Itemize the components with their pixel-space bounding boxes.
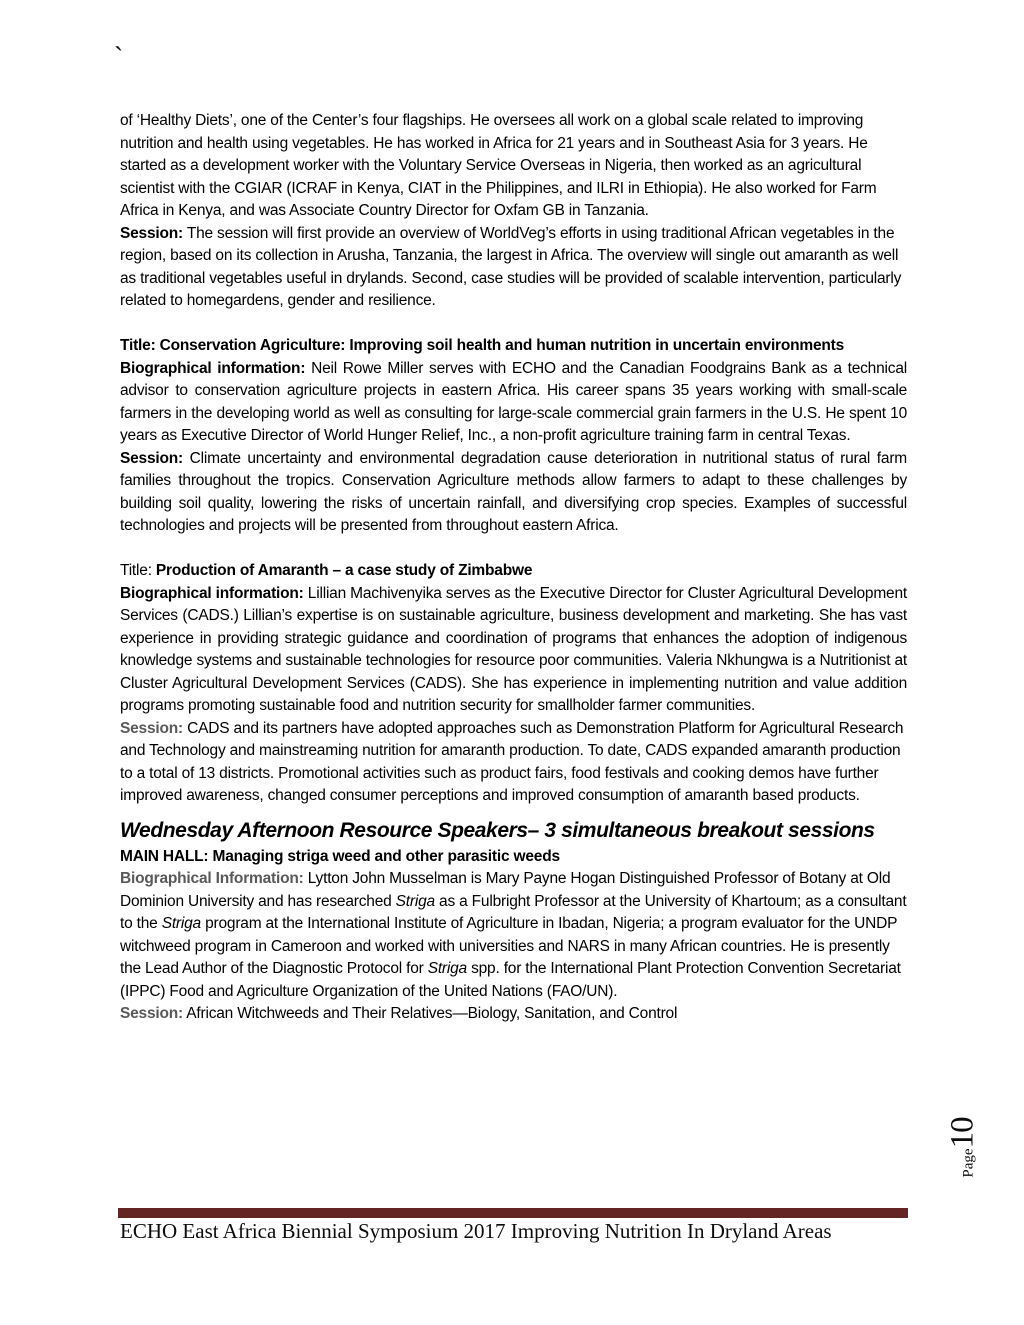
text-run: of ‘Healthy Diets’, one of the Center’s four flagships. He oversees all work on a global scale related to improving nutrition and health using vegetables. He has worked in Africa for 21 years and in Southeast Asia for 3 years. He started as a development worker with the Voluntary Service Overseas in Nigeria, then worked as an agricultural scientist with the CGIAR (ICRAF in Kenya, CIAT in the Philippines, and ILRI in Ethiopia). He also worked for Farm Africa in Kenya, and was Associate Country Director for Oxfam GB in Tanzania. [120, 112, 877, 219]
text-run: Striga [427, 960, 467, 977]
footer-title: ECHO East Africa Biennial Symposium 2017 Improving Nutrition In Dryland Areas [120, 1219, 832, 1243]
paragraph-neil-rowe-miller-bio [120, 358, 907, 448]
text-run: MAIN HALL: Managing striga weed and other parasitic weeds [120, 847, 560, 865]
text-run: Neil Rowe Miller serves with ECHO and the Canadian Foodgrains Bank as a technical advisor to conservation agriculture projects in eastern Africa. His career spans 35 years working with small-scale farmers in the developing world as well as consulting for large-scale commercial grain farmers in the U.S. He spent 10 years as Executive Director of World Hunger Relief, Inc., a non-profit agriculture training farm in central Texas. [120, 359, 907, 444]
blank-line [120, 313, 907, 336]
page-number-rotated [944, 1117, 981, 1177]
text-run: Lillian Machivenyika serves as the Executive Director for Cluster Agricultural Development Services (CADS.) Lillian’s expertise is on sustainable agriculture, business development and marketing. She has vast experience in providing strategic guidance and coordination of programs that enhances the adoption of indigenous knowledge systems and sustainable technologies for resource poor communities. Valeria Nkhungwa is a Nutritionist at Cluster Agricultural Development Services (CADS). She has experience in implementing nutrition and value addition programs promoting sustainable food and nutrition security for smallholder farmer communities. [120, 584, 908, 714]
text-run: as a Fulbright Professor at the University of Khartoum; as a consultant to the [120, 892, 907, 932]
text-run: Biographical Information: [120, 870, 304, 887]
paragraph-conservation-agriculture-title [120, 335, 907, 358]
footer-divider-bar [118, 1208, 908, 1218]
text-run: Session: [120, 449, 184, 467]
text-run: program at the International Institute of Agriculture in Ibadan, Nigeria; a program evaluator for the UNDP witchweed program in Cameroon and worked with universities and NARS in many African countries. He is presently the Lead Author of the Diagnostic Protocol for [120, 915, 897, 977]
page-number-prefix: Page [960, 1148, 977, 1178]
text-run: Striga [395, 892, 435, 910]
page-number [928, 1085, 998, 1210]
paragraph-witchweeds-session [120, 1003, 907, 1026]
page-number-value: 10 [944, 1117, 981, 1149]
paragraph-worldveg-session [120, 223, 907, 313]
document-body [120, 110, 907, 1026]
paragraph-lytton-musselman-bio [120, 868, 907, 1003]
text-run: Title: [120, 562, 156, 579]
text-run: African Witchweeds and Their Relatives—Biology, Sanitation, and Control [183, 1005, 678, 1022]
text-run: Title: Conservation Agriculture: Improving soil health and human nutrition in uncertain environments [120, 337, 845, 354]
paragraph-lillian-machivenyika-bio [120, 583, 907, 718]
heading-wednesday-afternoon-speakers [120, 817, 907, 844]
text-run: spp. for the International Plant Protection Convention Secretariat (IPPC) Food and Agriculture Organization of the United Nations (FAO/UN). [120, 960, 901, 1000]
text-run: Biographical information: [120, 359, 306, 377]
text-run: Wednesday Afternoon Resource Speakers– 3 simultaneous breakout sessions [120, 818, 875, 842]
grave-accent-mark: ` [114, 42, 124, 73]
text-run: Session: [120, 719, 184, 737]
paragraph-conservation-agriculture-session [120, 448, 907, 538]
blank-line [120, 538, 907, 561]
text-run: Climate uncertainty and environmental degradation cause deterioration in nutritional status of rural farm families throughout the tropics. Conservation Agriculture methods allow farmers to adapt to these challenges by building soil quality, lowering the risks of uncertain rainfall, and diversifying crop species. Examples of successful technologies and projects will be presented from throughout eastern Africa. [120, 449, 907, 534]
text-run: The session will first provide an overview of WorldVeg’s efforts in using traditional African vegetables in the region, based on its collection in Arusha, Tanzania, the largest in Africa. The overview will single out amaranth as well as traditional vegetables useful in drylands. Second, case studies will be provided of scalable intervention, particularly related to homegardens, gender and resilience. [120, 224, 902, 309]
text-run: CADS and its partners have adopted approaches such as Demonstration Platform for Agricultural Research and Technology and mainstreaming nutrition for amaranth production. To date, CADS expanded amaranth production to a total of 13 districts. Promotional activities such as product fairs, food festivals and cooking demos have further improved awareness, changed consumer perceptions and improved consumption of amaranth based products. [120, 719, 904, 804]
text-run: Striga [161, 915, 201, 932]
paragraph-cads-session [120, 718, 907, 808]
text-run: Session: [120, 1005, 184, 1022]
paragraph-amaranth-title [120, 560, 907, 583]
paragraph-worldveg-bio-continuation [120, 110, 907, 223]
text-run: Session: [120, 224, 184, 242]
text-run: Lytton John Musselman is Mary Payne Hogan Distinguished Professor of Botany at Old Dominion University and has researched [120, 870, 891, 910]
text-run: Biographical information: [120, 584, 304, 602]
paragraph-main-hall-topic [120, 846, 907, 869]
text-run: Production of Amaranth – a case study of Zimbabwe [155, 562, 533, 579]
